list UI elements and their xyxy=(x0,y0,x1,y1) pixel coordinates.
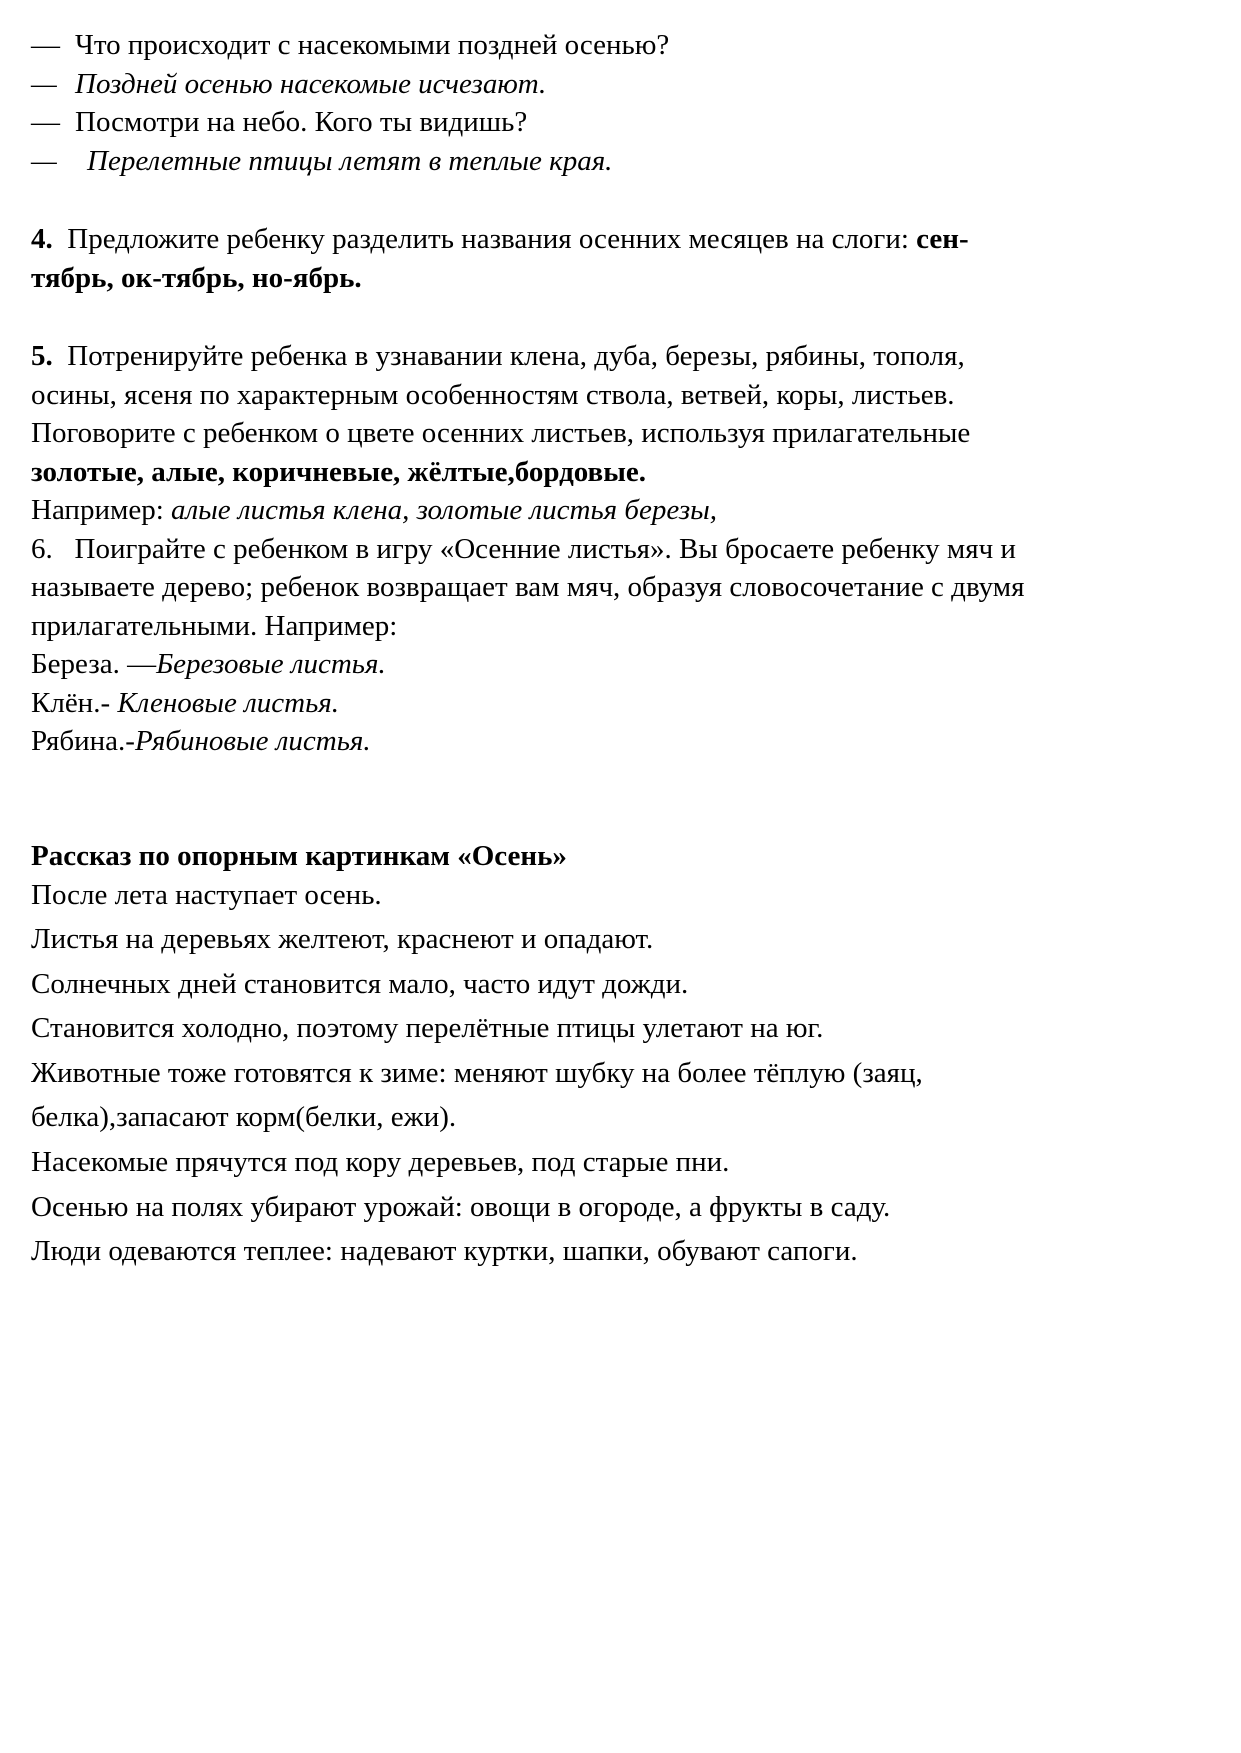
task-number: 5. xyxy=(31,340,53,372)
dialogue-answer: — Поздней осенью насекомые исчезают. xyxy=(31,67,547,100)
task-5 xyxy=(31,337,1211,530)
task-4-line-1: 4. Предложите ребенку разделить названия осенних месяцев на слоги: сен- xyxy=(31,223,969,255)
story-title: Рассказ по опорным картинкам «Осень» xyxy=(31,839,567,872)
task-6-example: Рябина.-Рябиновые листья. xyxy=(31,725,371,757)
task-4-syllables: тябрь, ок-тябрь, но-ябрь. xyxy=(31,261,362,294)
task-6-example: Клён.- Кленовые листья. xyxy=(31,686,339,719)
story-line: После лета наступает осень. xyxy=(31,878,382,911)
task-5-line-2: осины, ясеня по характерным особенностям ствола, ветвей, коры, листьев. xyxy=(31,378,955,411)
task-5-adjectives: золотые, алые, коричневые, жёлтые,бордовые. xyxy=(31,455,646,488)
story-line: Солнечных дней становится мало, часто идут дожди. xyxy=(31,967,689,1000)
task-5-line-3: Поговорите с ребенком о цвете осенних листьев, используя прилагательные xyxy=(31,417,971,449)
dialogue-block xyxy=(31,26,1211,180)
task-4 xyxy=(31,220,1211,297)
document-page xyxy=(31,26,1211,1274)
story-line: Насекомые прячутся под кору деревьев, под старые пни. xyxy=(31,1146,730,1179)
task-number: 6. xyxy=(31,532,53,565)
story-line: Становится холодно, поэтому перелётные птицы улетают на юг. xyxy=(31,1012,824,1045)
story-line: Животные тоже готовятся к зиме: меняют шубку на более тёплую (заяц, xyxy=(31,1056,923,1089)
task-number: 4. xyxy=(31,223,53,255)
dialogue-question: — Что происходит с насекомыми поздней осенью? xyxy=(31,29,670,61)
task-5-example: Например: алые листья клена, золотые листья березы, xyxy=(31,494,718,526)
dialogue-answer: — Перелетные птицы летят в теплые края. xyxy=(31,144,613,177)
story-section xyxy=(31,839,1211,1274)
task-6 xyxy=(31,530,1211,761)
task-6-line-1: 6. Поиграйте с ребенком в игру «Осенние листья». Вы бросаете ребенку мяч и xyxy=(31,532,1016,565)
story-line: Осенью на полях убирают урожай: овощи в огороде, а фрукты в саду. xyxy=(31,1190,891,1223)
task-6-example: Береза. —Березовые листья. xyxy=(31,648,386,680)
story-line: белка),запасают корм(белки, ежи). xyxy=(31,1101,457,1134)
story-line: Люди одеваются теплее: надевают куртки, шапки, обувают сапоги. xyxy=(31,1235,858,1268)
dialogue-question: — Посмотри на небо. Кого ты видишь? xyxy=(31,106,528,138)
task-6-line-2: называете дерево; ребенок возвращает вам мяч, образуя словосочетание с двумя xyxy=(31,571,1025,603)
story-line: Листья на деревьях желтеют, краснеют и опадают. xyxy=(31,923,654,956)
task-5-line-1: 5. Потренируйте ребенка в узнавании клена, дуба, березы, рябины, тополя, xyxy=(31,340,965,372)
task-6-line-3: прилагательными. Например: xyxy=(31,609,398,642)
